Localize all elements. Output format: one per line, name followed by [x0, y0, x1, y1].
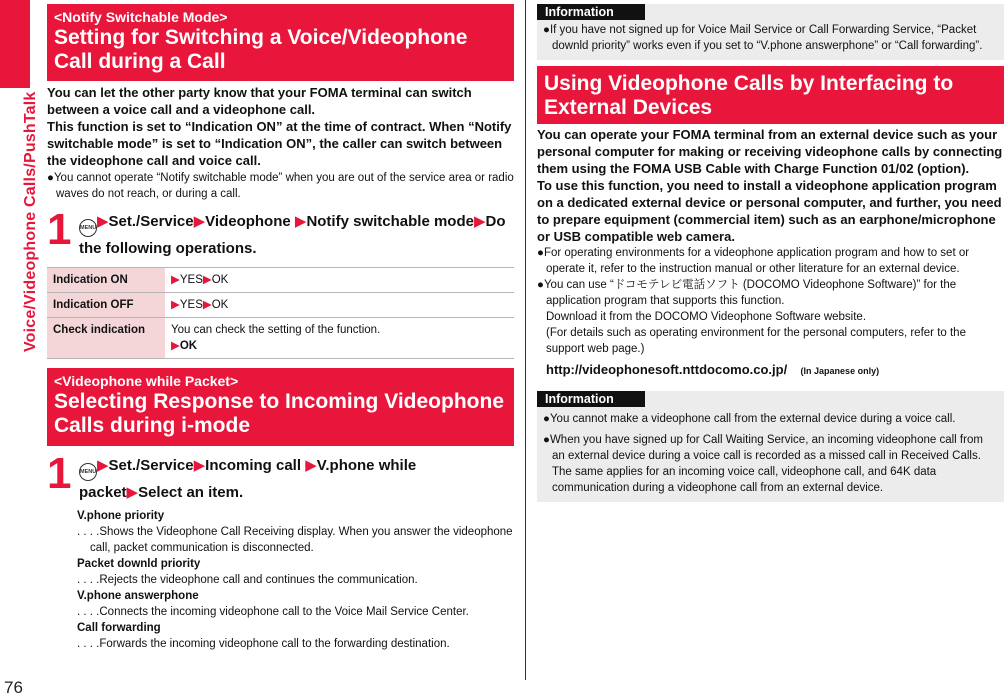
section-subtitle: <Notify Switchable Mode>: [54, 9, 228, 25]
information-tag: Information: [537, 4, 645, 20]
information-tag: Information: [537, 391, 645, 407]
table-row: [47, 293, 514, 318]
section-title: Selecting Response to Incoming Videophone Calls during i-mode: [54, 390, 505, 437]
table-row: [47, 318, 514, 359]
intro-text: You can let the other party know that your FOMA terminal can switch between a voice call and a videophone call.: [47, 85, 472, 117]
option-value: You can check the setting of the function.: [171, 324, 381, 336]
option-key: Indication OFF: [47, 293, 165, 318]
right-column: [537, 0, 1004, 502]
item-desc: . . . .Connects the incoming videophone call to the Voice Mail Service Center.: [77, 606, 469, 618]
option-key: Indication ON: [47, 268, 165, 293]
support-url-link[interactable]: http://videophonesoft.nttdocomo.co.jp/: [546, 362, 788, 377]
menu-key-icon: MENU: [79, 463, 97, 481]
item-title: V.phone priority: [77, 510, 165, 522]
step-1-packet: [47, 449, 514, 504]
step-1: [47, 205, 514, 260]
section-header-notify: [47, 4, 514, 81]
menu-key-icon: MENU: [79, 219, 97, 237]
note-continued: Download it from the DOCOMO Videophone Software website.: [546, 311, 867, 323]
page-number: 76: [4, 678, 23, 697]
section-subtitle: <Videophone while Packet>: [54, 373, 239, 389]
body-text-2: To use this function, you need to install a videophone application program on a dedicated external device or personal computer, and further, you need to prepare equipment (commercial item) such as an earphone/microphone or USB compatible web camera.: [537, 178, 1002, 244]
url-note: (In Japanese only): [800, 366, 880, 376]
item-desc: . . . .Shows the Videophone Call Receiving display. When you answer the videophone call, packet communication is disconnected.: [77, 526, 513, 554]
information-box-2: [537, 391, 1004, 502]
step-number: 1: [47, 205, 72, 254]
table-row: [47, 268, 514, 293]
item-desc: . . . .Rejects the videophone call and continues the communication.: [77, 574, 418, 586]
step-instruction: ▶Set./Service▶Videophone ▶Notify switchable mode▶Do the following operations.: [79, 213, 506, 257]
chapter-label: Voice/Videophone Calls/PushTalk: [22, 91, 39, 352]
note: ●For operating environments for a videophone application program and how to set or operate it, refer to the instruction manual or other literature for an external device.: [537, 247, 970, 275]
note: ●You cannot operate “Notify switchable mode” when you are out of the service area or radio waves do not reach, or during a call.: [47, 172, 514, 200]
option-value-2: ▶OK: [171, 340, 198, 352]
info-bullet: ●If you have not signed up for Voice Mail Service or Call Forwarding Service, “Packet downld priority” works even if you set to “V.phone answerphone” or “Call forwarding”.: [543, 24, 983, 52]
column-divider: [525, 0, 526, 680]
option-value: ▶YES▶OK: [165, 293, 514, 318]
step-instruction: ▶Set./Service▶Incoming call ▶V.phone while packet▶Select an item.: [79, 457, 417, 501]
information-box: [537, 4, 1004, 60]
option-value: ▶YES▶OK: [165, 268, 514, 293]
body-text: You can operate your FOMA terminal from an external device such as your personal computer for making or receiving videophone calls by connecting them using the FOMA USB Cable with Charge Function 01/02 (option).: [537, 127, 1003, 176]
info-bullet: ●When you have signed up for Call Waiting Service, an incoming videophone call from an external device during a voice call is recorded as a missed call in Received Calls. The same applies for an incoming voice call, videophone call, and 64K data communication during a videophone call from an external device.: [543, 434, 983, 494]
options-table: [47, 267, 514, 359]
item-title: V.phone answerphone: [77, 590, 199, 602]
section-title: Using Videophone Calls by Interfacing to External Devices: [544, 72, 954, 119]
intro-text-2: This function is set to “Indication ON” at the time of contract. When “Notify switchable mode” is set to “Indication ON”, the caller can switch between the videophone call and voice call.: [47, 119, 512, 168]
section-header-packet: [47, 368, 514, 446]
item-title: Packet downld priority: [77, 558, 201, 570]
item-title: Call forwarding: [77, 622, 161, 634]
section-tab: [0, 0, 30, 88]
section-header-external: [537, 66, 1004, 124]
section-title: Setting for Switching a Voice/Videophone Call during a Call: [54, 26, 468, 73]
option-key: Check indication: [47, 318, 165, 359]
left-column: [47, 0, 514, 652]
item-desc: . . . .Forwards the incoming videophone call to the forwarding destination.: [77, 638, 450, 650]
info-bullet: ●You cannot make a videophone call from the external device during a voice call.: [543, 413, 956, 425]
note-continued: (For details such as operating environment for the personal computers, refer to the support web page.): [546, 327, 966, 355]
item-list: [47, 508, 514, 652]
note: ●You can use “ドコモテレビ電話ソフト (DOCOMO Videophone Software)” for the application program that supports this function.: [537, 279, 957, 307]
step-number: 1: [47, 449, 72, 498]
